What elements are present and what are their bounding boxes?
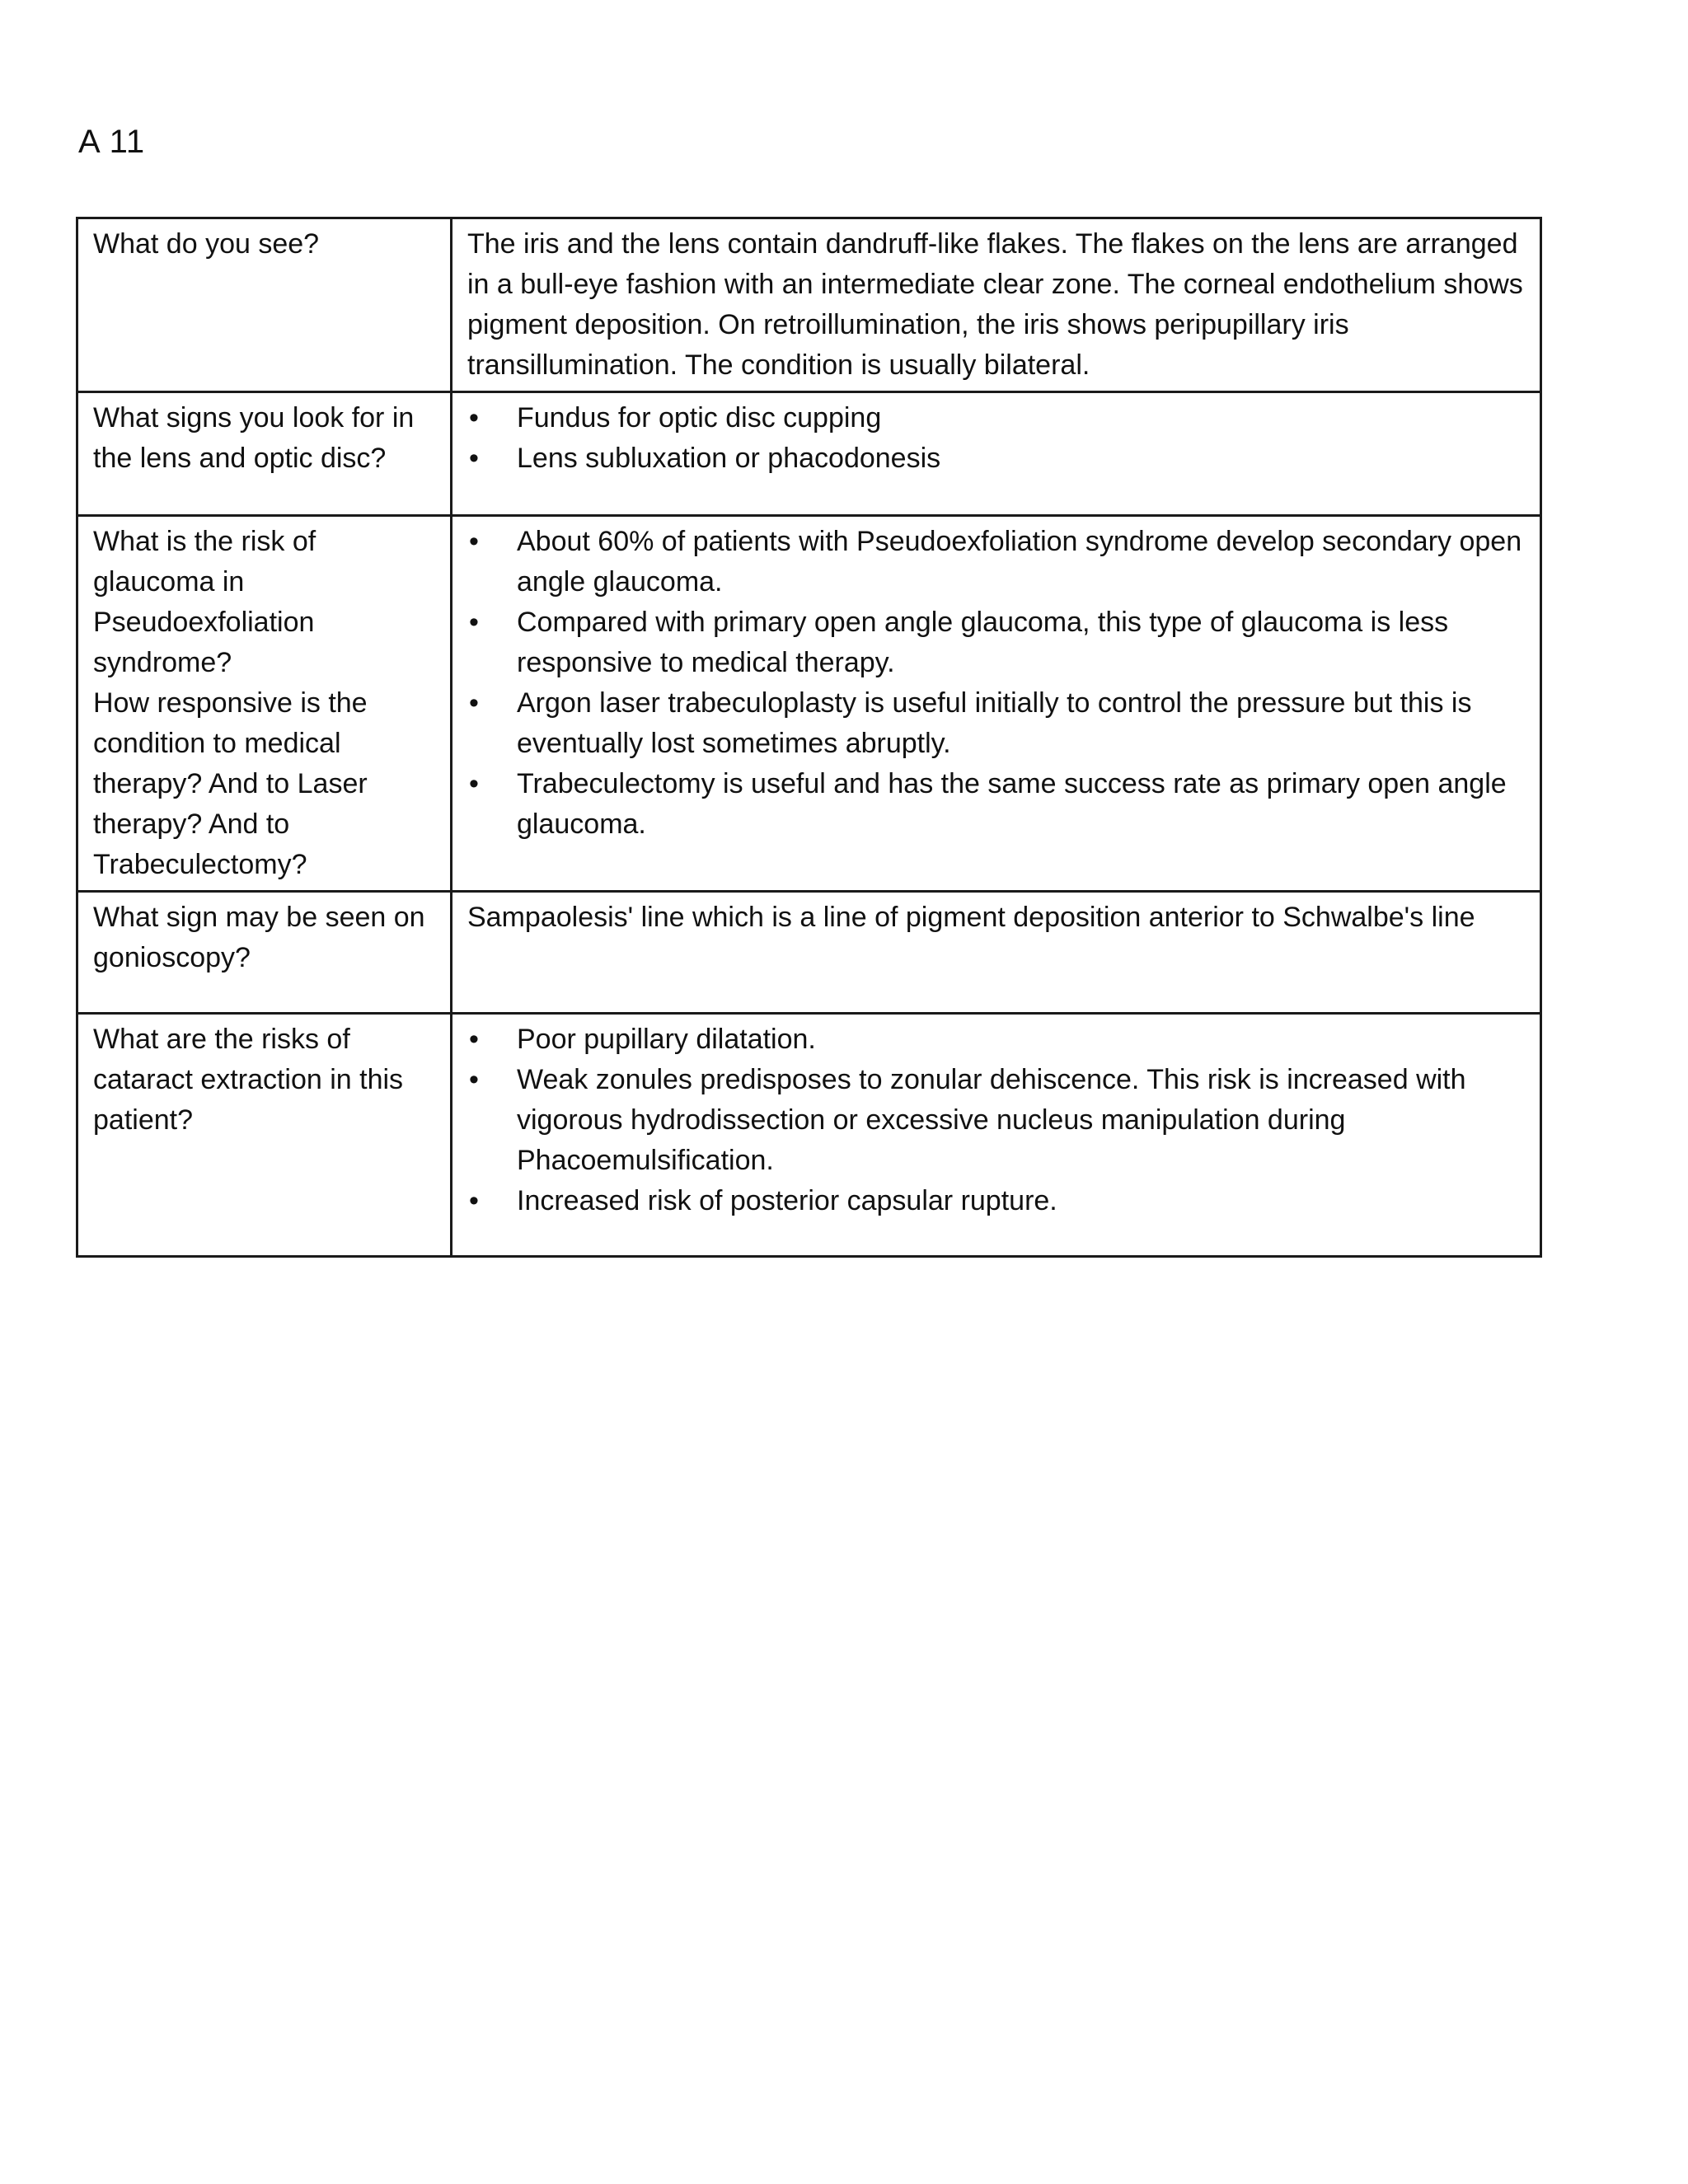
answer-cell (452, 218, 1541, 392)
answer-cell (452, 516, 1541, 892)
question-text: What is the risk of glaucoma in Pseudoexfoliation syndrome? (93, 526, 316, 678)
question-text: What sign may be seen on gonioscopy? (93, 902, 425, 973)
bullet-item (467, 683, 1525, 764)
question-cell (77, 392, 452, 516)
question-cell (77, 218, 452, 392)
bullet-text: Trabeculectomy is useful and has the same success rate as primary open angle glaucoma. (517, 768, 1507, 840)
bullet-item (467, 438, 1525, 479)
question-text: What signs you look for in the lens and optic disc? (93, 402, 415, 474)
bullet-item (467, 1181, 1525, 1221)
bullet-item (467, 1060, 1525, 1181)
bullet-item (467, 398, 1525, 438)
question-cell (77, 516, 452, 892)
question-text: How responsive is the condition to medical therapy? And to Laser therapy? And to Trabeculectomy? (93, 687, 368, 880)
bullet-icon: • (469, 607, 479, 638)
bullet-text: Compared with primary open angle glaucoma, this type of glaucoma is less responsive to medical therapy. (517, 607, 1449, 678)
bullet-text: Lens subluxation or phacodonesis (517, 443, 941, 474)
bullet-item (467, 764, 1525, 845)
bullet-text: Fundus for optic disc cupping (517, 402, 882, 434)
bullet-text: Poor pupillary dilatation. (517, 1024, 816, 1055)
answer-bullet-list (467, 398, 1525, 479)
bullet-text: About 60% of patients with Pseudoexfoliation syndrome develop secondary open angle glaucoma. (517, 526, 1522, 598)
bullet-icon: • (469, 443, 479, 474)
question-text: What do you see? (93, 228, 320, 260)
bullet-icon: • (469, 1024, 479, 1055)
answer-cell (452, 1014, 1541, 1257)
bullet-item (467, 602, 1525, 683)
bullet-icon: • (469, 402, 479, 434)
table-row (77, 218, 1541, 392)
answer-bullet-list (467, 522, 1525, 845)
bullet-item (467, 1019, 1525, 1060)
bullet-text: Weak zonules predisposes to zonular dehiscence. This risk is increased with vigorous hydrodissection or excessive nucleus manipulation during Phacoemulsification. (517, 1064, 1466, 1176)
bullet-text: Increased risk of posterior capsular rupture. (517, 1185, 1057, 1216)
page-heading: A 11 (78, 124, 146, 160)
bullet-item (467, 522, 1525, 602)
question-text: What are the risks of cataract extraction in this patient? (93, 1024, 404, 1136)
bullet-icon: • (469, 1064, 479, 1095)
bullet-icon: • (469, 1185, 479, 1216)
question-cell (77, 892, 452, 1014)
bullet-icon: • (469, 526, 479, 557)
table-row (77, 516, 1541, 892)
answer-cell (452, 392, 1541, 516)
answer-cell (452, 892, 1541, 1014)
bullet-icon: • (469, 768, 479, 799)
bullet-icon: • (469, 687, 479, 719)
table-row (77, 892, 1541, 1014)
answer-text: The iris and the lens contain dandruff-like flakes. The flakes on the lens are arranged in a bull-eye fashion with an intermediate clear zone. The corneal endothelium shows pigment deposition. On retroillumination, the iris shows peripupillary iris transillumination. The condition is usually bilateral. (467, 228, 1523, 381)
answer-text: Sampaolesis' line which is a line of pigment deposition anterior to Schwalbe's line (467, 902, 1475, 933)
qa-table (76, 217, 1542, 1258)
question-cell (77, 1014, 452, 1257)
answer-bullet-list (467, 1019, 1525, 1221)
bullet-text: Argon laser trabeculoplasty is useful initially to control the pressure but this is eventually lost sometimes abruptly. (517, 687, 1472, 759)
table-row (77, 1014, 1541, 1257)
table-row (77, 392, 1541, 516)
